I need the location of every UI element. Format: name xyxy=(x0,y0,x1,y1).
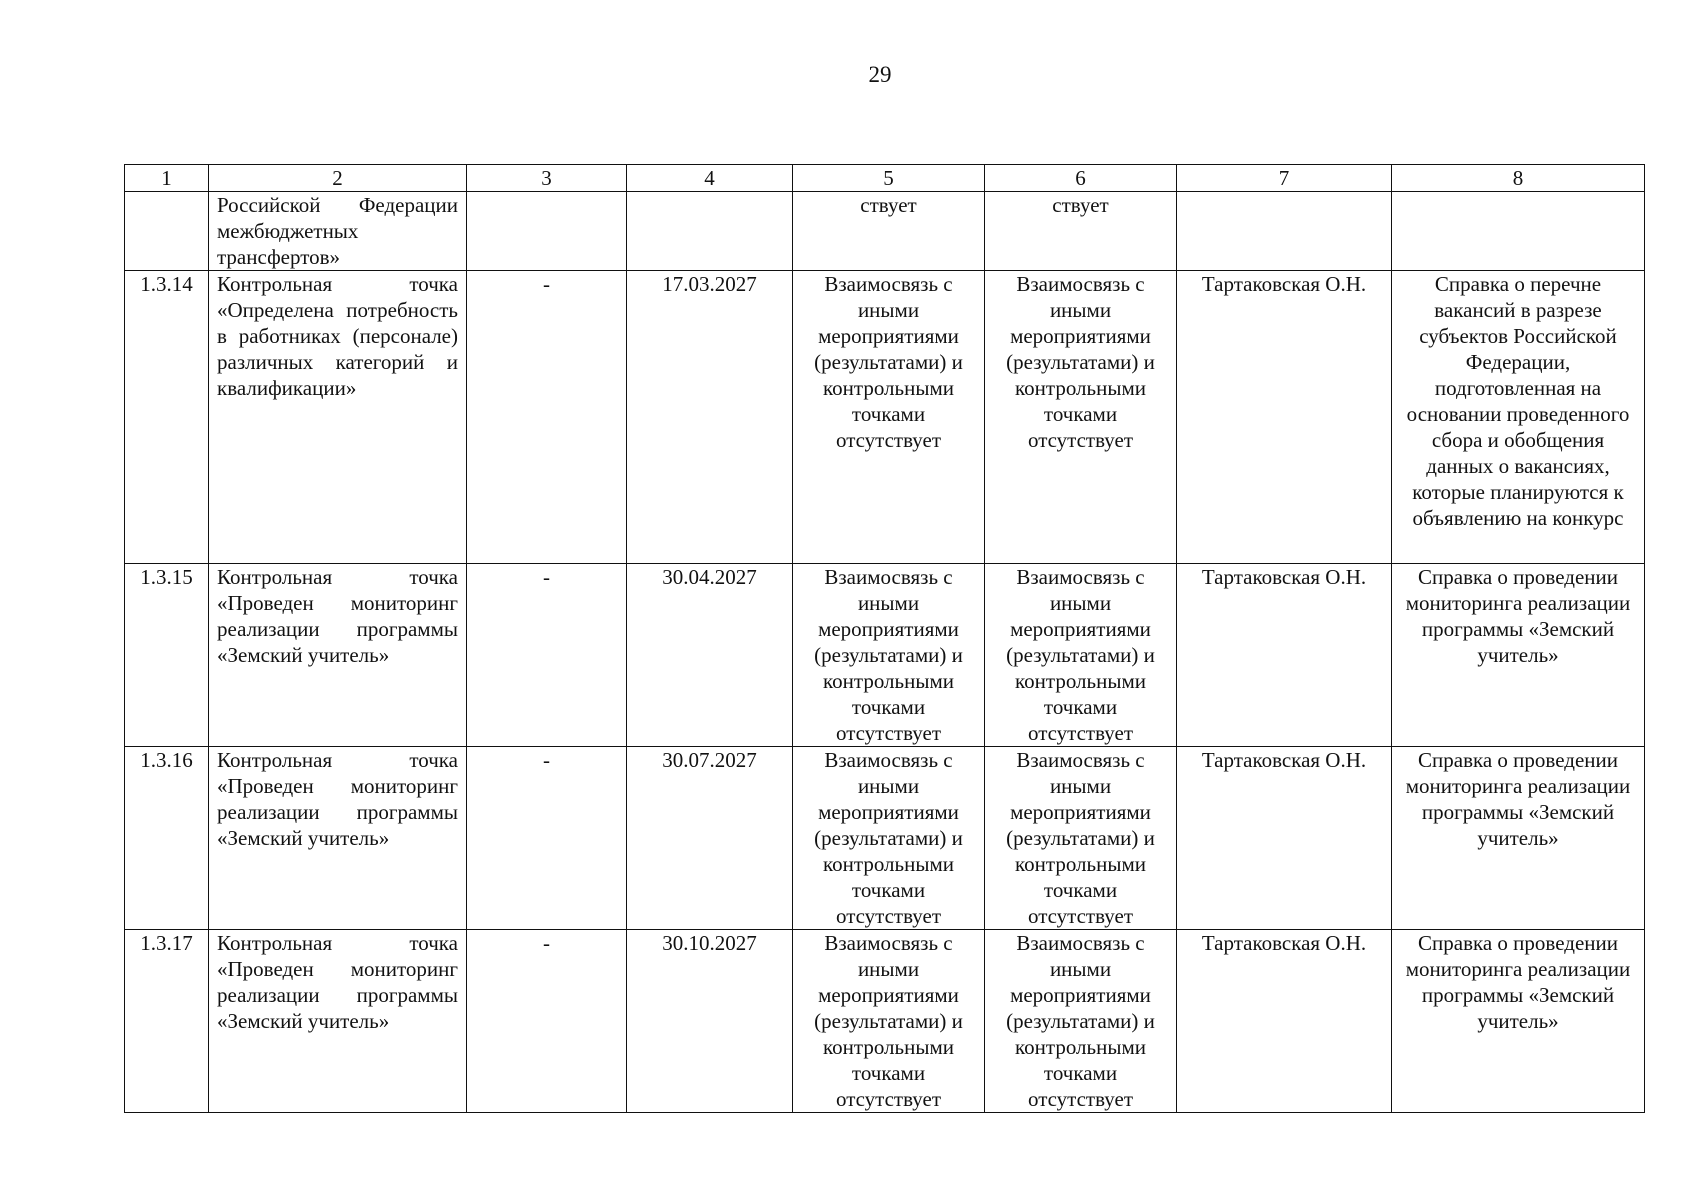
cell-document: Справка о проведении мониторинга реализации программы «Земский учитель» xyxy=(1392,564,1645,747)
column-number-row xyxy=(125,165,1645,192)
cell-name: Контрольная точка «Проведен мониторинг реализации программы «Земский учитель» xyxy=(209,930,467,1113)
cell-relation-6: Взаимосвязь с иными мероприятиями (результатами) и контрольными точками отсутствует xyxy=(985,930,1177,1113)
cell-document: Справка о проведении мониторинга реализации программы «Земский учитель» xyxy=(1392,930,1645,1113)
cell-date xyxy=(627,192,793,271)
cell-relation-6: ствует xyxy=(985,192,1177,271)
column-number-header: 4 xyxy=(627,165,793,192)
table-row-continuation xyxy=(125,192,1645,271)
cell-name: Контрольная точка «Проведен мониторинг реализации программы «Земский учитель» xyxy=(209,564,467,747)
cell-col3: - xyxy=(467,747,627,930)
column-number-header: 6 xyxy=(985,165,1177,192)
cell-document: Справка о проведении мониторинга реализации программы «Земский учитель» xyxy=(1392,747,1645,930)
cell-relation-5: Взаимосвязь с иными мероприятиями (результатами) и контрольными точками отсутствует xyxy=(793,564,985,747)
cell-responsible: Тартаковская О.Н. xyxy=(1177,564,1392,747)
cell-responsible xyxy=(1177,192,1392,271)
column-number-header: 3 xyxy=(467,165,627,192)
cell-name: Контрольная точка «Проведен мониторинг реализации программы «Земский учитель» xyxy=(209,747,467,930)
cell-col3: - xyxy=(467,564,627,747)
cell-relation-6: Взаимосвязь с иными мероприятиями (результатами) и контрольными точками отсутствует xyxy=(985,747,1177,930)
column-number-header: 7 xyxy=(1177,165,1392,192)
cell-number: 1.3.14 xyxy=(125,271,209,564)
cell-relation-5: ствует xyxy=(793,192,985,271)
cell-number: 1.3.17 xyxy=(125,930,209,1113)
cell-responsible: Тартаковская О.Н. xyxy=(1177,930,1392,1113)
cell-name: Контрольная точка «Определена потребность в работниках (персонале) различных категорий и квалификации» xyxy=(209,271,467,564)
table-row xyxy=(125,564,1645,747)
cell-relation-5: Взаимосвязь с иными мероприятиями (результатами) и контрольными точками отсутствует xyxy=(793,747,985,930)
cell-relation-5: Взаимосвязь с иными мероприятиями (результатами) и контрольными точками отсутствует xyxy=(793,271,985,564)
cell-col3: - xyxy=(467,271,627,564)
column-number-header: 1 xyxy=(125,165,209,192)
cell-document xyxy=(1392,192,1645,271)
cell-responsible: Тартаковская О.Н. xyxy=(1177,747,1392,930)
cell-document: Справка о перечне вакансий в разрезе субъектов Российской Федерации, подготовленная на основании проведенного сбора и обобщения данных о вакансиях, которые планируются к объявлению на конкурс xyxy=(1392,271,1645,564)
table-row xyxy=(125,271,1645,564)
cell-relation-6: Взаимосвязь с иными мероприятиями (результатами) и контрольными точками отсутствует xyxy=(985,564,1177,747)
cell-date: 30.04.2027 xyxy=(627,564,793,747)
page-number: 29 xyxy=(868,62,892,87)
control-points-table xyxy=(124,164,1645,1113)
cell-relation-6: Взаимосвязь с иными мероприятиями (результатами) и контрольными точками отсутствует xyxy=(985,271,1177,564)
cell-col3 xyxy=(467,192,627,271)
cell-number: 1.3.16 xyxy=(125,747,209,930)
column-number-header: 5 xyxy=(793,165,985,192)
column-number-header: 8 xyxy=(1392,165,1645,192)
cell-date: 30.07.2027 xyxy=(627,747,793,930)
cell-date: 30.10.2027 xyxy=(627,930,793,1113)
cell-col3: - xyxy=(467,930,627,1113)
cell-name: Российской Федерации межбюджетных трансфертов» xyxy=(209,192,467,271)
cell-number: 1.3.15 xyxy=(125,564,209,747)
cell-relation-5: Взаимосвязь с иными мероприятиями (результатами) и контрольными точками отсутствует xyxy=(793,930,985,1113)
cell-number xyxy=(125,192,209,271)
cell-responsible: Тартаковская О.Н. xyxy=(1177,271,1392,564)
table-row xyxy=(125,930,1645,1113)
column-number-header: 2 xyxy=(209,165,467,192)
cell-date: 17.03.2027 xyxy=(627,271,793,564)
table-row xyxy=(125,747,1645,930)
